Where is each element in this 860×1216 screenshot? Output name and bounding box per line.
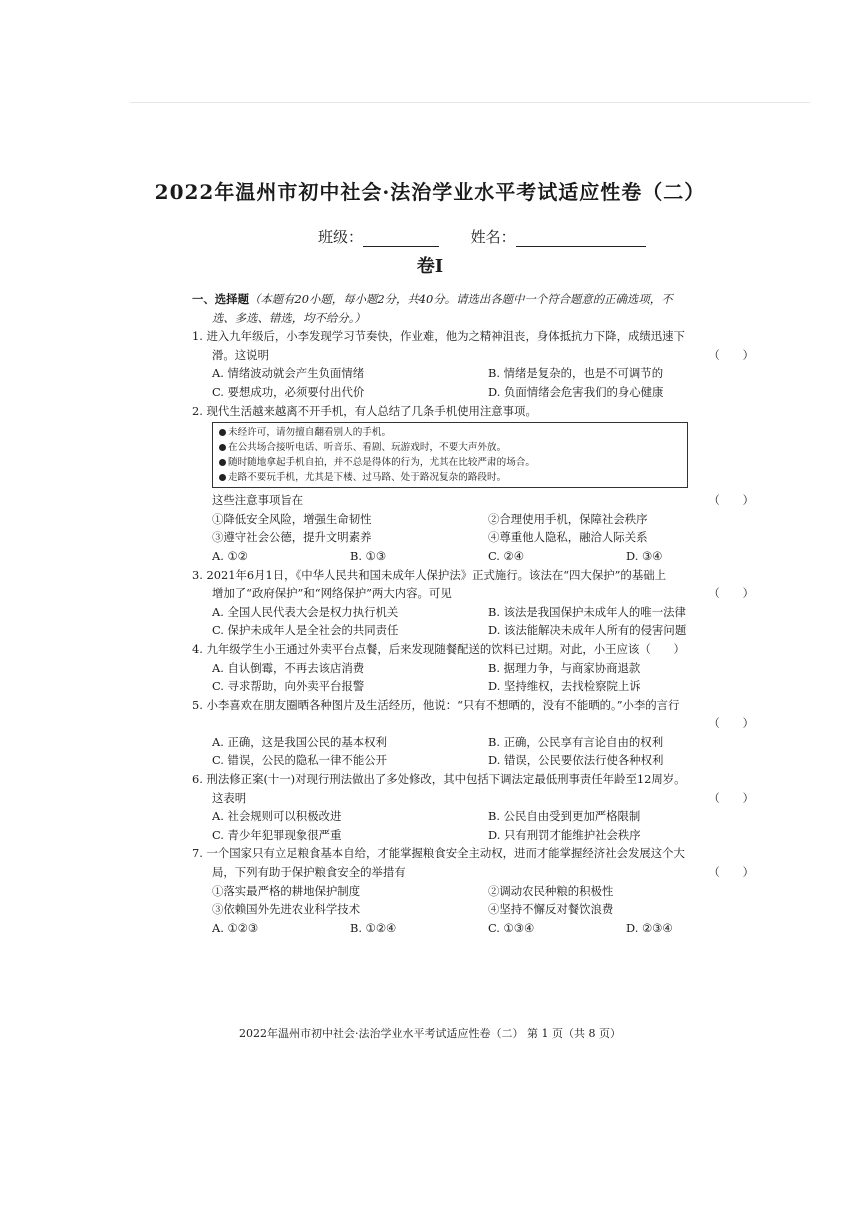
q7-option-b[interactable]: B. ①②④ [350, 920, 397, 935]
q4-option-a[interactable]: A. 自认倒霉，不再去该店消费 [212, 660, 365, 675]
top-rule [130, 102, 810, 103]
q7-stem: 一个国家只有立足粮食基本自给，才能掌握粮食安全主动权，进而才能掌握经济社会发展这个大 [206, 846, 685, 861]
q6-stem-2: 这表明 [212, 790, 247, 805]
q2-option-b[interactable]: B. ①③ [350, 548, 387, 563]
q3-options-cd [192, 621, 764, 640]
q4-option-b[interactable]: B. 据理力争，与商家协商退款 [488, 660, 641, 675]
q7-num: 7. [192, 846, 203, 861]
q3-num: 3. [192, 567, 203, 582]
section-instructions [192, 290, 764, 309]
q5-option-c[interactable]: C. 错误，公民的隐私一律不能公开 [212, 753, 388, 768]
q3-option-d[interactable]: D. 该法能解决未成年人所有的侵害问题 [488, 623, 687, 638]
q7-statement-2: ②调动农民种粮的积极性 [488, 883, 614, 898]
q6-num: 6. [192, 772, 203, 787]
q7-options [192, 919, 764, 938]
page-title: 2022年温州市初中社会·法治学业水平考试适应性卷（二） [154, 180, 706, 204]
q2-stem-2: 这些注意事项旨在 [212, 493, 304, 508]
tip-text: 走路不要玩手机，尤其是下楼、过马路、处于路况复杂的路段时。 [228, 472, 507, 484]
q7-statement-4: ④坚持不懈反对餐饮浪费 [488, 902, 614, 917]
answer-bracket[interactable]: （ ） [708, 716, 754, 731]
q3-option-a[interactable]: A. 全国人民代表大会是权力执行机关 [212, 604, 399, 619]
q1-option-a[interactable]: A. 情绪波动就会产生负面情绪 [212, 366, 365, 381]
q1-num: 1. [192, 329, 203, 344]
class-label: 班级： [318, 228, 364, 246]
q3-options-ab [192, 603, 764, 622]
q7-statement-1: ①落实最严格的耕地保护制度 [212, 883, 361, 898]
q3-option-c[interactable]: C. 保护未成年人是全社会的共同责任 [212, 623, 399, 638]
q4-num: 4. [192, 641, 203, 656]
tip-text: 未经许可，请勿擅自翻看别人的手机。 [228, 427, 392, 439]
q1-option-b[interactable]: B. 情绪是复杂的，也是不可调节的 [488, 366, 664, 381]
q7-statements-34 [192, 900, 764, 919]
answer-bracket[interactable]: （ ） [708, 347, 754, 362]
q4-stem: 九年级学生小王通过外卖平台点餐，后来发现随餐配送的饮料已过期。对此，小王应该（ ） [206, 641, 685, 656]
q4-option-d[interactable]: D. 坚持维权，去找检察院上诉 [488, 679, 641, 694]
bullet-icon [219, 444, 226, 451]
q6-stem-cont [192, 789, 764, 808]
q7-option-a[interactable]: A. ①②③ [212, 920, 259, 935]
q2-stem-cont [192, 491, 764, 510]
q2-statement-1: ①降低安全风险，增强生命韧性 [212, 511, 372, 526]
q2-statement-3: ③遵守社会公德，提升文明素养 [212, 530, 372, 545]
q5-stem: 小李喜欢在朋友圈晒各种图片及生活经历，他说：“只有不想晒的，没有不能晒的。”小李的言行 [206, 697, 680, 712]
q1-option-d[interactable]: D. 负面情绪会危害我们的身心健康 [488, 384, 664, 399]
question-1 [192, 327, 764, 346]
section-heading: 一、选择题 [192, 292, 249, 306]
q2-statements-12 [192, 510, 764, 529]
tip-text: 在公共场合接听电话、听音乐、看剧、玩游戏时，不要大声外放。 [228, 442, 507, 454]
answer-bracket[interactable]: （ ） [708, 493, 754, 508]
class-blank[interactable] [363, 230, 439, 247]
q6-options-cd [192, 826, 764, 845]
q2-option-d[interactable]: D. ③④ [626, 548, 663, 563]
q5-num: 5. [192, 697, 203, 712]
class-name-line [318, 226, 646, 247]
question-5 [192, 696, 764, 715]
name-blank[interactable] [516, 230, 646, 247]
q5-options-cd [192, 751, 764, 770]
q2-option-c[interactable]: C. ②④ [488, 548, 524, 563]
q6-option-b[interactable]: B. 公民自由受到更加严格限制 [488, 809, 641, 824]
tip-item [219, 470, 681, 485]
q3-stem-cont [192, 584, 764, 603]
q5-option-d[interactable]: D. 错误，公民要依法行使各种权利 [488, 753, 664, 768]
q6-option-c[interactable]: C. 青少年犯罪现象很严重 [212, 827, 342, 842]
q7-statements-12 [192, 882, 764, 901]
q1-stem: 进入九年级后，小李发现学习节奏快，作业难，他为之精神沮丧，身体抵抗力下降，成绩迅速下 [206, 329, 685, 344]
q7-stem-2: 局，下列有助于保护粮食安全的举措有 [212, 865, 406, 880]
tip-item [219, 425, 681, 440]
q2-stem: 现代生活越来越离不开手机，有人总结了几条手机使用注意事项。 [206, 403, 537, 418]
section-note: （本题有20小题，每小题2分，共40分。请选出各题中一个符合题意的正确选项，不 [248, 292, 673, 306]
q7-statement-3: ③依赖国外先进农业科学技术 [212, 902, 361, 917]
q3-stem-2: 增加了“政府保护”和“网络保护”两大内容。可见 [212, 586, 452, 601]
q3-stem: 2021年6月1日，《中华人民共和国未成年人保护法》正式施行。该法在“四大保护”的基础上 [206, 567, 666, 582]
q2-options [192, 547, 764, 566]
questions [192, 290, 764, 937]
q6-stem: 刑法修正案(十一)对现行刑法做出了多处修改，其中包括下调法定最低刑事责任年龄至12周岁。 [206, 772, 686, 787]
q6-options-ab [192, 807, 764, 826]
q1-stem-cont [192, 346, 764, 365]
q1-option-c[interactable]: C. 要想成功，必须要付出代价 [212, 384, 365, 399]
question-6 [192, 770, 764, 789]
tip-text: 随时随地拿起手机自拍，并不总是得体的行为，尤其在比较严肃的场合。 [228, 457, 535, 469]
q4-options-ab [192, 659, 764, 678]
answer-bracket[interactable]: （ ） [708, 865, 754, 880]
tip-item [219, 440, 681, 455]
question-7 [192, 844, 764, 863]
q2-num: 2. [192, 403, 203, 418]
q6-option-a[interactable]: A. 社会规则可以积极改进 [212, 809, 342, 824]
q5-option-a[interactable]: A. 正确，这是我国公民的基本权利 [212, 734, 387, 749]
q4-option-c[interactable]: C. 寻求帮助，向外卖平台报警 [212, 679, 365, 694]
answer-bracket[interactable]: （ ） [708, 790, 754, 805]
question-4 [192, 640, 764, 659]
q5-option-b[interactable]: B. 正确，公民享有言论自由的权利 [488, 734, 664, 749]
q2-statement-2: ②合理使用手机，保障社会秩序 [488, 511, 648, 526]
bullet-icon [219, 474, 226, 481]
q1-options-cd [192, 383, 764, 402]
tip-item [219, 455, 681, 470]
q5-options-ab [192, 733, 764, 752]
q6-option-d[interactable]: D. 只有刑罚才能维护社会秩序 [488, 827, 641, 842]
question-2 [192, 402, 764, 421]
q7-option-c[interactable]: C. ①③④ [488, 920, 535, 935]
q4-options-cd [192, 677, 764, 696]
name-label: 姓名： [470, 228, 516, 246]
q3-option-b[interactable]: B. 该法是我国保护未成年人的唯一法律 [488, 604, 686, 619]
q2-statements-34 [192, 528, 764, 547]
q2-statement-4: ④尊重他人隐私，融洽人际关系 [488, 530, 648, 545]
volume-heading: 卷Ⅰ [416, 256, 444, 277]
bullet-icon [219, 429, 226, 436]
answer-bracket[interactable]: （ ） [708, 586, 754, 601]
q7-stem-cont [192, 863, 764, 882]
q1-stem-2: 滑。这说明 [212, 347, 269, 362]
q1-options-ab [192, 364, 764, 383]
phone-tips-box [212, 422, 688, 488]
q7-option-d[interactable]: D. ②③④ [626, 920, 673, 935]
page-footer: 2022年温州市初中社会·法治学业水平考试适应性卷（二） 第 1 页（共 8 页） [239, 1027, 621, 1040]
question-3 [192, 566, 764, 585]
q2-option-a[interactable]: A. ①② [212, 548, 248, 563]
section-note-cont: 选、多选、错选，均不给分。） [212, 310, 366, 325]
bullet-icon [219, 459, 226, 466]
